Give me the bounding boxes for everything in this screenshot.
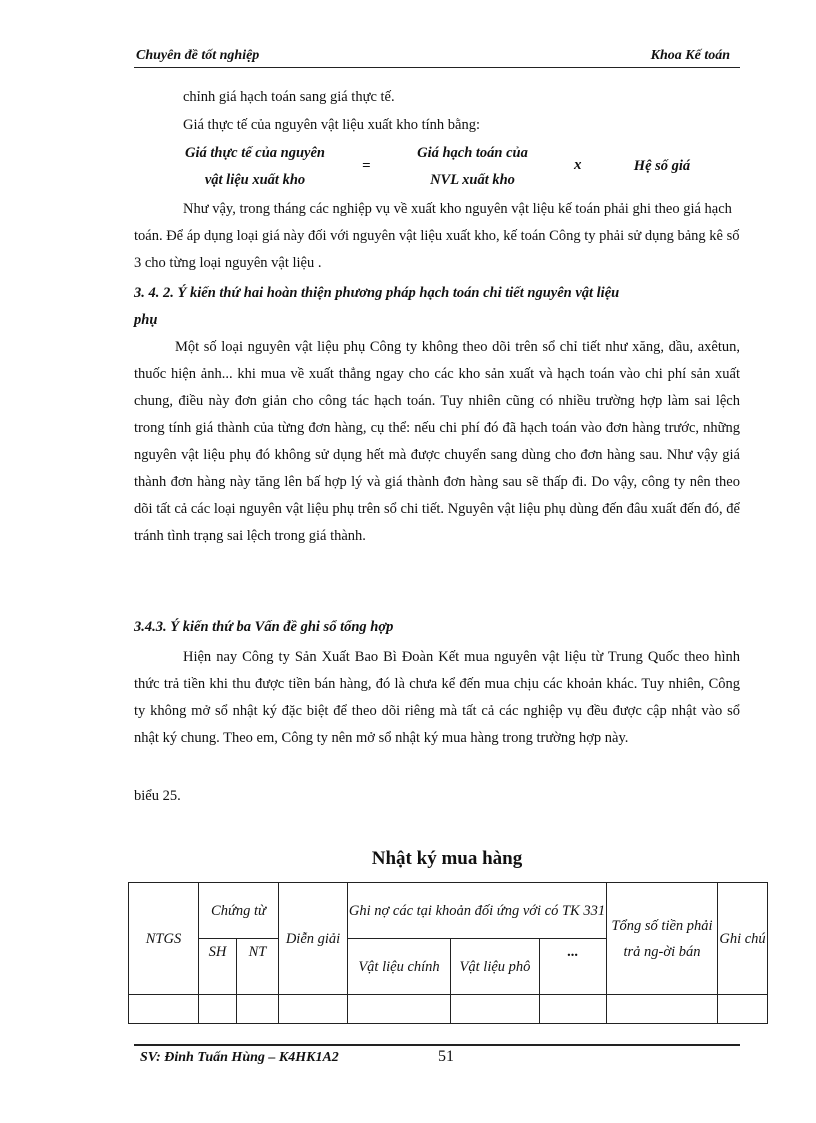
col-vat-lieu-chinh: Vật liệu chính [348, 939, 451, 995]
formula-middle [385, 140, 560, 194]
header-row-1 [129, 883, 768, 939]
table-cell [237, 995, 279, 1024]
header-left: Chuyên đề tốt nghiệp [136, 48, 260, 63]
paragraph-as-such: Như vậy, trong tháng các nghiệp vụ về xuất kho nguyên vật liệu kế toán phải ghi theo giá hạch toán. Để áp dụng loại giá này đối với nguyên vật liệu xuất kho, kế toán Công ty phải sử dụng bảng kê số 3 cho từng loại nguyên vật liệu . [134, 201, 740, 271]
col-nt: NT [237, 939, 279, 995]
col-dien-giai: Diễn giải [279, 883, 348, 995]
col-ghi-no: Ghi nợ các tại khoản đối ứng với có TK 331 [348, 883, 607, 939]
table-title: Nhật ký mua hàng [371, 848, 523, 869]
col-ghi-chu: Ghi chú [718, 883, 768, 995]
purchase-journal-table [128, 882, 768, 1024]
paragraph-formula-lead: Giá thực tế của nguyên vật liệu xuất kho tính bằng: [183, 117, 480, 133]
table-cell [718, 995, 768, 1024]
col-chung-tu: Chứng từ [199, 883, 279, 939]
formula-lhs [160, 140, 350, 194]
section-3-4-2-line2: phụ [134, 312, 158, 328]
table-cell [348, 995, 451, 1024]
table-cell [607, 995, 718, 1024]
footer-student: SV: Đinh Tuấn Hùng – K4HK1A2 [140, 1050, 339, 1065]
page-header [134, 46, 740, 68]
table-cell [199, 995, 237, 1024]
col-ntgs: NTGS [129, 883, 199, 995]
page-number: 51 [438, 1048, 454, 1065]
col-ellipsis: ... [540, 939, 607, 995]
formula-equals: = [362, 158, 371, 174]
paragraph-purchase-journal: Hiện nay Công ty Sản Xuất Bao Bì Đoàn Kết mua nguyên vật liệu từ Trung Quốc theo hình thức trả tiền khi thu được tiền bán hàng, đó là chưa kể đến mua chịu các khoản khác. Tuy nhiên, Công ty không mở sổ nhật ký đặc biệt để theo dõi riêng mà tất cả các nghiệp vụ đều được cập nhật vào sổ nhật ký chung. Theo em, Công ty nên mở sổ nhật ký mua hàng trong trường hợp này. [134, 649, 740, 746]
formula-lhs-line2: vật liệu xuất kho [204, 172, 306, 188]
paragraph-auxiliary-materials: Một số loại nguyên vật liệu phụ Công ty không theo dõi trên sổ chỉ tiết như xăng, dầu, axêtun, thuốc hiện ảnh... khi mua về xuất thẳng ngay cho các kho sản xuất và hạch toán vào chi phí sản xuất chung, điều này đơn giản cho công tác hạch toán. Tuy nhiên cũng có nhiều trường hợp làm sai lệch trong tính giá thành của từng đơn hàng, cụ thể: nếu chi phí đó đã hạch toán vào đơn hàng trước, những nguyên vật liệu phụ đó không sử dụng hết mà được chuyển sang dùng cho đơn hàng sau. Như vậy giá thành đơn hàng này tăng lên bấ hợp lý và giá thành đơn hàng sau sẽ thấp đi. Do vậy, công ty nên theo dõi tất cả các loại nguyên vật liệu phụ trên sổ chi tiết. Nguyên vật liệu phụ dùng đến đâu xuất đến đó, để tránh tình trạng sai lệch trong giá thành. [134, 339, 740, 544]
header-right: Khoa Kế toán [650, 48, 730, 63]
table-cell [540, 995, 607, 1024]
table-cell [279, 995, 348, 1024]
paragraph-chart-ref: biểu 25. [134, 788, 181, 804]
table-cell [129, 995, 199, 1024]
col-sh: SH [199, 939, 237, 995]
formula-rhs: Hệ số giá [633, 158, 691, 174]
col-tong-so-tien: Tổng số tiền phải trả ng-ời bán [607, 883, 718, 995]
formula-times: x [574, 157, 582, 173]
formula-lhs-line1: Giá thực tế của nguyên [185, 145, 325, 161]
formula-mid-line1: Giá hạch toán của [417, 145, 528, 161]
table-cell [451, 995, 540, 1024]
paragraph-intro: chỉnh giá hạch toán sang giá thực tế. [183, 89, 395, 105]
formula-mid-line2: NVL xuất kho [430, 172, 515, 188]
section-3-4-2-heading [134, 280, 740, 334]
section-3-4-2-line1: 3. 4. 2. Ý kiến thứ hai hoàn thiện phương pháp hạch toán chi tiết nguyên vật liệu [134, 285, 620, 301]
page-footer [134, 1048, 740, 1070]
col-vat-lieu-phu: Vật liệu phô [451, 939, 540, 995]
section-3-4-3-heading: 3.4.3. Ý kiến thứ ba Vấn đề ghi sổ tổng hợp [134, 619, 394, 635]
header-divider [134, 67, 740, 68]
table-row [129, 995, 768, 1024]
footer-divider [134, 1044, 740, 1046]
